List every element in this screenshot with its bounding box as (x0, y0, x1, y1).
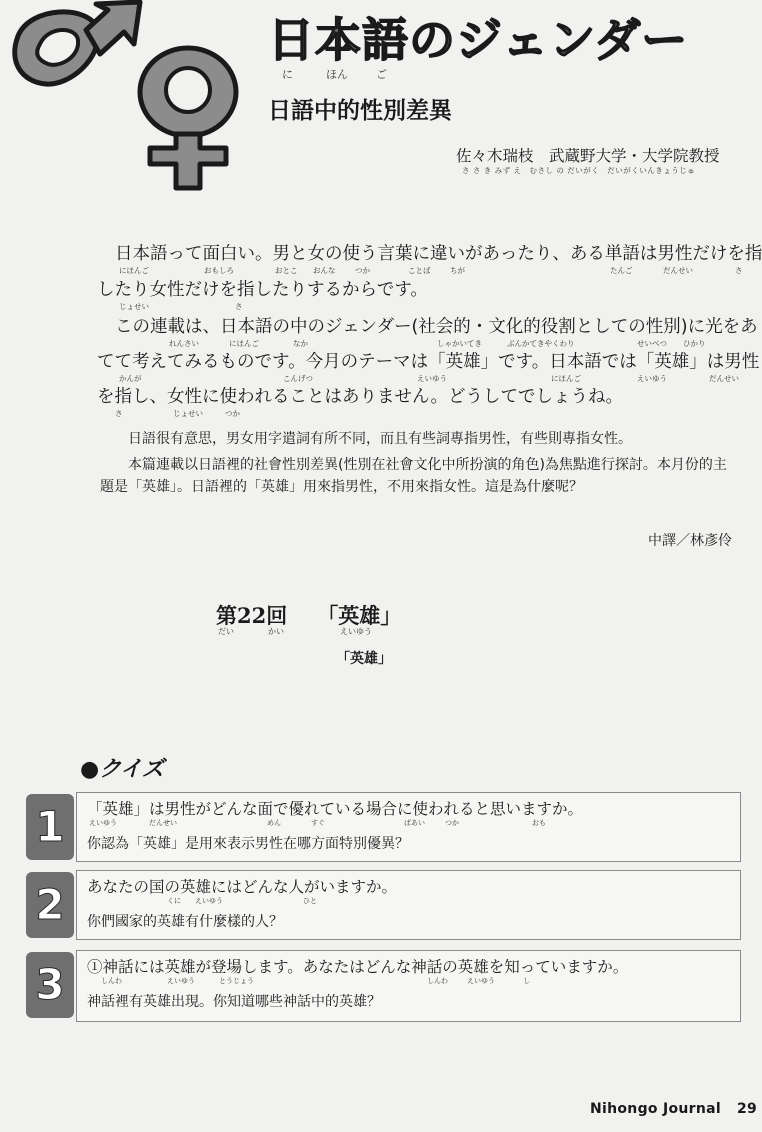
quiz-question-zh: 神話裡有英雄出現。你知道哪些神話中的英雄？ (87, 994, 381, 1010)
ruby-text: ご (376, 68, 387, 81)
ruby-text: くに (167, 897, 181, 905)
ruby-text: じょせい (173, 409, 203, 418)
quiz-item (76, 870, 741, 940)
ruby-text: ぶんかてきやくわり (507, 339, 575, 348)
ruby-text: だい (218, 627, 234, 636)
ruby-text: れんさい (169, 339, 199, 348)
ruby-text: にほんご (229, 339, 259, 348)
ruby-text: にほんご (551, 374, 581, 383)
intro-ruby-line (97, 338, 741, 350)
quiz-number-badge: 2 (26, 872, 74, 938)
ruby-text: さ (115, 409, 123, 418)
quiz-question-jp: あなたの国の英雄にはどんな人がいますか。 (87, 878, 398, 896)
quiz-question-zh: 你認為「英雄」是用來表示男性在哪方面特別優異？ (87, 836, 409, 852)
ruby-text: ばあい (404, 819, 425, 827)
ruby-text: とうじょう (219, 977, 254, 985)
ruby-text: ひと (303, 897, 317, 905)
translator-credit: 中譯／林彥伶 (648, 533, 732, 549)
page-footer (590, 1101, 757, 1117)
ruby-text: ことば (408, 266, 431, 275)
author-ruby: さ さ き みず え むさし の だいがく だいがくいんきょうじゅ (462, 166, 696, 175)
page-number: 29 (737, 1101, 758, 1117)
ruby-text: だんせい (709, 374, 739, 383)
ruby-text: おんな (313, 266, 336, 275)
ruby-text: にほんご (119, 266, 149, 275)
ruby-text: えいゆう (89, 819, 117, 827)
ruby-text: えいゆう (340, 627, 372, 636)
quiz-question-ruby (87, 976, 727, 987)
intro-ruby-line (97, 408, 741, 420)
journal-name: Nihongo Journal (590, 1101, 721, 1117)
quiz-question-ruby (87, 896, 727, 907)
quiz-question-zh: 你們國家的英雄有什麼樣的人？ (87, 914, 283, 930)
quiz-question-jp: ①神話には英雄が登場します。あなたはどんな神話の英雄を知っていますか。 (87, 958, 629, 976)
ruby-text: じょせい (119, 302, 149, 311)
ruby-text: だんせい (663, 266, 693, 275)
ruby-text: なか (293, 339, 308, 348)
intro-ruby-line (97, 265, 741, 277)
lesson-word-zh: 「英雄」 (336, 651, 392, 667)
ruby-text: こんげつ (283, 374, 313, 383)
intro-jp-line: この連載は、日本語の中のジェンダー(社会的・文化的役割としての性別)に光をあ (115, 317, 758, 337)
quiz-item (76, 792, 741, 862)
quiz-question-jp: 「英雄」は男性がどんな面で優れている場合に使われると思いますか。 (87, 800, 584, 818)
quiz-item (76, 950, 741, 1022)
lesson-word: 「英雄」 (317, 603, 402, 628)
ruby-text: えいゆう (637, 374, 667, 383)
ruby-text: たんご (610, 266, 633, 275)
ruby-text: しんわ (427, 977, 448, 985)
ruby-text: えいゆう (417, 374, 447, 383)
ruby-text: しんわ (101, 977, 122, 985)
ruby-text: ひかり (683, 339, 706, 348)
ruby-text: つか (355, 266, 370, 275)
intro-zh-paragraph: 日語很有意思，男女用字遣詞有所不同，而且有些詞專指男性，有些則專指女性。 (128, 431, 632, 447)
ruby-text: ほん (326, 68, 348, 81)
ruby-text: かい (268, 627, 284, 636)
ruby-text: さ (735, 266, 743, 275)
quiz-heading: ●クイズ (80, 757, 164, 782)
author-line: 佐々木瑞枝 武蔵野大学・大学院教授 (456, 147, 720, 165)
female-symbol-icon (140, 48, 236, 188)
ruby-text: だんせい (149, 819, 177, 827)
ruby-text: かんが (119, 374, 142, 383)
ruby-text: えいゆう (195, 897, 223, 905)
ruby-text: しゃかいてき (437, 339, 482, 348)
male-symbol-icon (15, 2, 140, 84)
ruby-text: に (282, 68, 293, 81)
ruby-text: つか (445, 819, 459, 827)
intro-zh-paragraph: 本篇連載以日語裡的社會性別差異(性別在社會文化中所扮演的角色)為焦點進行探討。本月份的主題是「英雄」。日語裡的「英雄」用來指男性，不用來指女性。這是為什麼呢？ (100, 457, 727, 495)
ruby-text: せいべつ (637, 339, 667, 348)
ruby-text: さ (235, 302, 243, 311)
intro-jp-line: を指し、女性に使われることはありません。どうしてでしょうね。 (97, 387, 624, 407)
intro-ruby-line (97, 373, 741, 385)
ruby-text: すぐ (311, 819, 325, 827)
ruby-text: えいゆう (467, 977, 495, 985)
gender-symbols-logo (0, 0, 260, 200)
quiz-number-badge: 1 (26, 794, 74, 860)
ruby-text: つか (225, 409, 240, 418)
ruby-text: ちが (450, 266, 465, 275)
page-subtitle: 日語中的性別差異 (268, 98, 452, 124)
ruby-text: し (523, 977, 530, 985)
ruby-text: おもしろ (204, 266, 234, 275)
ruby-text: おとこ (275, 266, 298, 275)
quiz-question-ruby (87, 818, 727, 829)
page-title: 日本語のジェンダー (268, 13, 689, 67)
ruby-text: おも (532, 819, 546, 827)
ruby-text: めん (267, 819, 281, 827)
intro-ruby-line (97, 301, 741, 313)
quiz-number-badge: 3 (26, 952, 74, 1018)
intro-jp-line: てて考えてみるものです。今月のテーマは「英雄」です。日本語では「英雄」は男性 (97, 352, 760, 372)
intro-jp-line: 日本語って面白い。男と女の使う言葉に違いがあったり、ある単語は男性だけを指 (115, 244, 762, 264)
ruby-text: えいゆう (167, 977, 195, 985)
lesson-number: 第22回 (216, 603, 288, 628)
lesson-ruby (216, 626, 416, 638)
intro-jp-line: したり女性だけを指したりするからです。 (97, 280, 428, 300)
